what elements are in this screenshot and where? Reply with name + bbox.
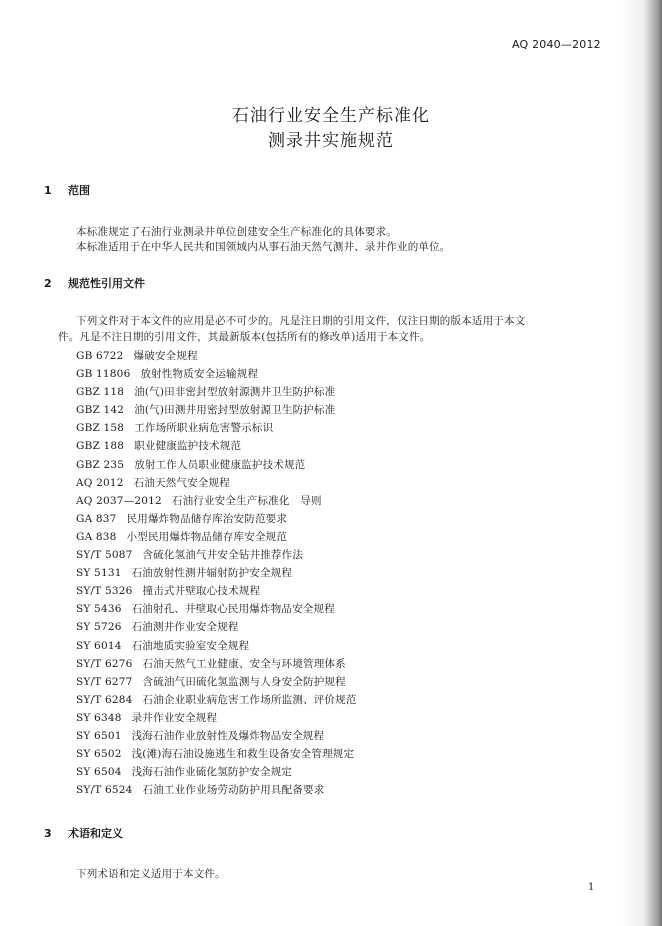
reference-code: GBZ 118 <box>76 386 125 399</box>
reference-code: GA 838 <box>76 530 117 543</box>
reference-item <box>76 637 357 655</box>
reference-item <box>76 492 357 510</box>
reference-title: 石油行业安全生产标准化 导则 <box>171 494 322 507</box>
reference-title: 石油射孔、井壁取心民用爆炸物品安全规程 <box>131 603 335 616</box>
section-number: 3 <box>44 827 52 840</box>
reference-title: 石油天然气安全规程 <box>133 476 230 489</box>
reference-item <box>76 582 357 600</box>
reference-code: GBZ 142 <box>76 404 125 417</box>
reference-code: AQ 2037—2012 <box>76 494 162 507</box>
scope-paragraph-2: 本标准适用于在中华人民共和国领域内从事石油天然气测井、录井作业的单位。 <box>76 241 451 253</box>
reference-item <box>76 618 357 636</box>
scope-paragraph-1: 本标准规定了石油行业测录井单位创建安全生产标准化的具体要求。 <box>76 226 397 238</box>
section-number: 2 <box>44 277 52 290</box>
reference-title: 含硫油气田硫化氢监测与人身安全防护规程 <box>142 675 346 688</box>
reference-code: GA 837 <box>76 512 117 525</box>
reference-title: 油(气)田测井用密封型放射源卫生防护标准 <box>134 404 336 417</box>
reference-title: 录井作业安全规程 <box>131 711 218 724</box>
reference-title: 爆破安全规程 <box>133 350 198 362</box>
document-title-line2: 测录井实施规范 <box>268 131 394 151</box>
standard-code: AQ 2040—2012 <box>512 38 601 51</box>
reference-item <box>76 691 357 709</box>
reference-item <box>76 474 357 492</box>
reference-code: SY/T 5326 <box>76 585 133 598</box>
reference-code: SY 6502 <box>76 748 122 761</box>
reference-code: AQ 2012 <box>76 476 124 489</box>
section-heading-normative-references <box>44 275 145 291</box>
reference-code: SY 5726 <box>76 621 122 634</box>
reference-code: GBZ 188 <box>76 440 125 453</box>
reference-list <box>76 347 357 799</box>
reference-code: SY/T 6277 <box>76 675 133 688</box>
reference-code: SY 6501 <box>76 729 122 742</box>
reference-title: 浅海石油作业硫化氢防护安全规定 <box>131 766 293 779</box>
reference-item <box>76 745 357 763</box>
reference-title: 石油地质实验室安全规程 <box>131 639 250 652</box>
reference-title: 石油企业职业病危害工作场所监测、评价规范 <box>142 693 357 706</box>
reference-code: GB 6722 <box>76 350 124 362</box>
reference-code: SY/T 6276 <box>76 657 133 670</box>
section-number: 1 <box>44 184 52 197</box>
reference-item <box>76 510 357 528</box>
reference-code: SY 5131 <box>76 567 122 580</box>
document-title-line1: 石油行业安全生产标准化 <box>232 106 430 126</box>
reference-item <box>76 673 357 691</box>
reference-code: GBZ 158 <box>76 422 125 435</box>
section-title: 规范性引用文件 <box>68 277 145 290</box>
reference-code: SY/T 6284 <box>76 693 133 706</box>
reference-title: 浅(滩)海石油设施逃生和救生设备安全管理规定 <box>131 748 355 761</box>
reference-title: 放射性物质安全运输规程 <box>140 368 259 381</box>
reference-code: GBZ 235 <box>76 458 125 471</box>
section-title: 术语和定义 <box>68 827 123 840</box>
reference-title: 职业健康监护技术规范 <box>134 440 242 453</box>
reference-item <box>76 347 357 365</box>
reference-code: SY 6348 <box>76 711 122 724</box>
page-number: 1 <box>588 882 595 893</box>
reference-title: 民用爆炸物品储存库治安防范要求 <box>126 512 288 525</box>
reference-item <box>76 600 357 618</box>
reference-item <box>76 781 357 799</box>
reference-item <box>76 437 357 455</box>
reference-code: SY/T 6524 <box>76 784 133 797</box>
reference-code: SY 6014 <box>76 639 122 652</box>
reference-item <box>76 564 357 582</box>
reference-item <box>76 456 357 474</box>
reference-item <box>76 727 357 745</box>
terms-paragraph-1: 下列术语和定义适用于本文件。 <box>76 868 226 880</box>
reference-code: SY 5436 <box>76 603 122 616</box>
section-title: 范围 <box>68 184 90 197</box>
reference-code: SY/T 5087 <box>76 549 133 562</box>
reference-item <box>76 763 357 781</box>
section-heading-terms-definitions <box>44 825 123 841</box>
reference-title: 石油测井作业安全规程 <box>131 621 239 634</box>
reference-title: 石油工业作业场劳动防护用具配备要求 <box>142 784 325 797</box>
reference-title: 浅海石油作业放射性及爆炸物品安全规程 <box>131 729 325 742</box>
reference-title: 油(气)田非密封型放射源测井卫生防护标准 <box>134 386 336 399</box>
references-intro-line2: 件。凡是不注日期的引用文件，其最新版本(包括所有的修改单)适用于本文件。 <box>58 331 431 343</box>
reference-item <box>76 709 357 727</box>
reference-item <box>76 546 357 564</box>
reference-title: 含硫化氢油气井安全钻井推荐作法 <box>142 549 304 562</box>
reference-item <box>76 419 357 437</box>
reference-title: 石油放射性测井辐射防护安全规程 <box>131 567 293 580</box>
reference-item <box>76 528 357 546</box>
reference-title: 撞击式井壁取心技术规程 <box>142 585 261 598</box>
reference-title: 石油天然气工业健康、安全与环境管理体系 <box>142 657 346 670</box>
references-intro-line1: 下列文件对于本文件的应用是必不可少的。凡是注日期的引用文件，仅注日期的版本适用于本文 <box>76 315 526 327</box>
reference-item <box>76 383 357 401</box>
reference-item <box>76 655 357 673</box>
reference-code: SY 6504 <box>76 766 122 779</box>
reference-item <box>76 401 357 419</box>
reference-item <box>76 365 357 383</box>
reference-code: GB 11806 <box>76 368 131 381</box>
reference-title: 工作场所职业病危害警示标识 <box>134 422 274 435</box>
reference-title: 放射工作人员职业健康监护技术规范 <box>134 458 306 471</box>
section-heading-scope <box>44 182 90 198</box>
reference-title: 小型民用爆炸物品储存库安全规范 <box>126 530 288 543</box>
